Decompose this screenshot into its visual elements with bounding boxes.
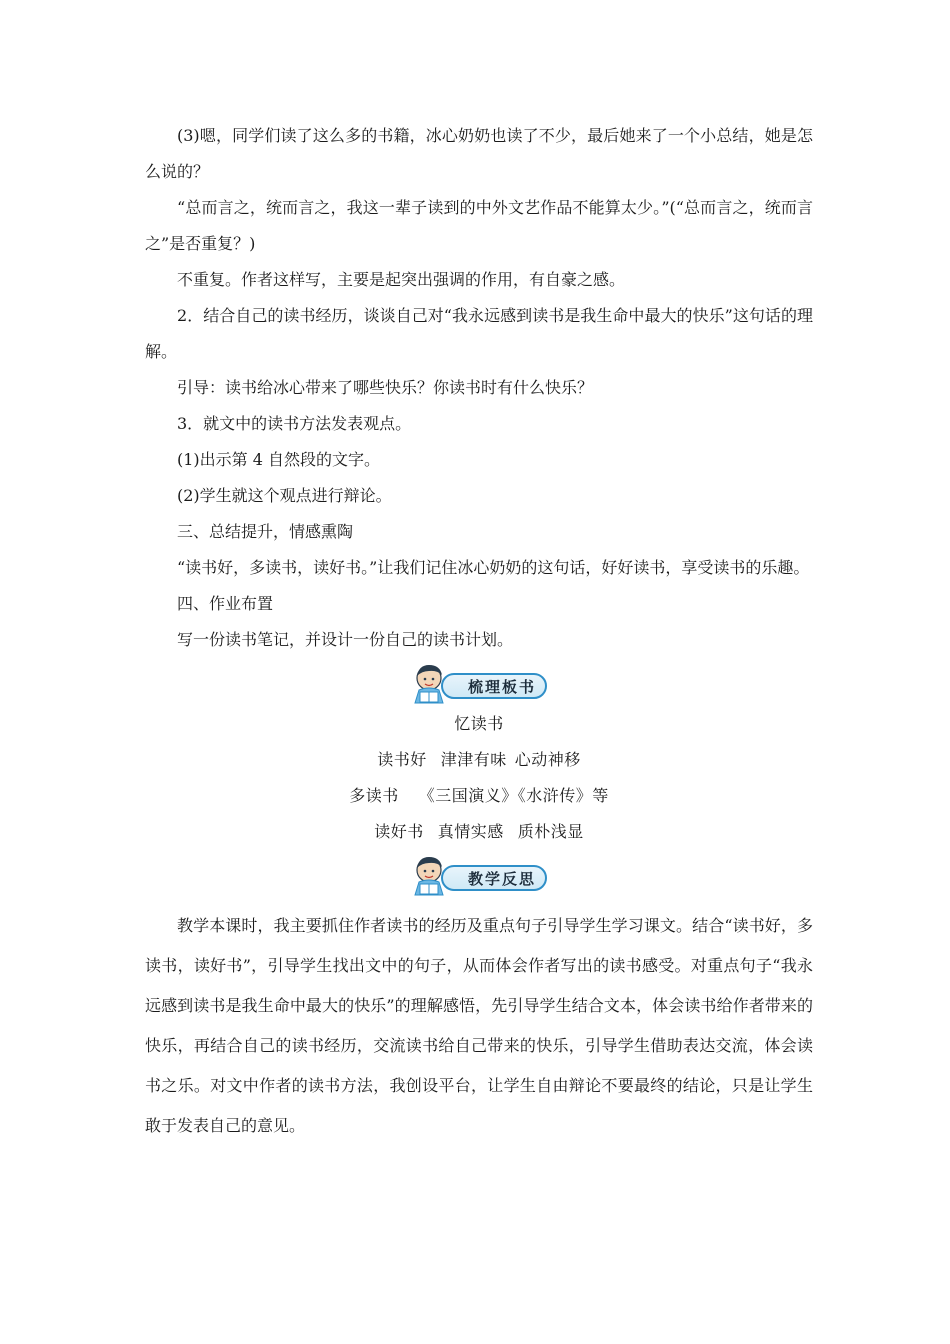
- paragraph-answer: 不重复。作者这样写，主要是起突出强调的作用，有自豪之感。: [177, 270, 626, 289]
- board-row-1-c: 心动神移: [514, 750, 581, 769]
- board-row-3-a: 读好书: [374, 822, 424, 841]
- section-heading-homework: 四、作业布置: [177, 594, 274, 613]
- board-row-2-b: 《三国演义》《水浒传》等: [418, 786, 609, 805]
- board-row-2-a: 多读书: [349, 786, 399, 805]
- board-row-3-c: 质朴浅显: [517, 822, 584, 841]
- board-banner-label: 梳理板书: [441, 673, 547, 699]
- board-row-1-a: 读书好: [377, 750, 427, 769]
- paragraph-homework: 写一份读书笔记，并设计一份自己的读书计划。: [177, 630, 514, 649]
- paragraph-sub-1: (1)出示第 4 自然段的文字。: [177, 450, 381, 469]
- section-heading-summary: 三、总结提升，情感熏陶: [177, 522, 354, 541]
- board-row-3: [145, 814, 813, 850]
- board-row-1: [145, 742, 813, 778]
- reflection-banner-label: 教学反思: [441, 865, 547, 891]
- board-title: 忆读书: [454, 714, 504, 733]
- board-row-1-b: 津津有味: [440, 750, 507, 769]
- paragraph-quote-summary: “总而言之，统而言之，我这一辈子读到的中外文艺作品不能算太少。”(“总而言之，统而言之”是否重复？): [145, 198, 813, 253]
- document-page: [145, 118, 813, 1146]
- board-banner: [145, 660, 813, 706]
- paragraph-q3: (3)嗯，同学们读了这么多的书籍，冰心奶奶也读了不少，最后她来了一个小总结，她是怎么说的？: [145, 126, 813, 181]
- student-reading-icon: [409, 662, 453, 704]
- board-row-2: [145, 778, 813, 814]
- reflection-banner: [145, 852, 813, 898]
- paragraph-sub-2: (2)学生就这个观点进行辩论。: [177, 486, 392, 505]
- paragraph-summary-text: “读书好，多读书，读好书。”让我们记住冰心奶奶的这句话，好好读书，享受读书的乐趣。: [177, 558, 810, 577]
- reflection-text: 教学本课时，我主要抓住作者读书的经历及重点句子引导学生学习课文。结合“读书好，多读书，读好书”，引导学生找出文中的句子，从而体会作者写出的读书感受。对重点句子“我永远感到读书是我生命中最大的快乐”的理解感悟，先引导学生结合文本，体会读书给作者带来的快乐，再结合自己的读书经历，交流读书给自己带来的快乐，引导学生借助表达交流，体会读书之乐。对文中作者的读书方法，我创设平台，让学生自由辩论不要最终的结论，只是让学生敢于发表自己的意见。: [145, 916, 813, 1135]
- paragraph-guide: 引导：读书给冰心带来了哪些快乐？你读书时有什么快乐？: [177, 378, 594, 397]
- board-row-3-b: 真情实感: [437, 822, 504, 841]
- paragraph-item-3: 3．就文中的读书方法发表观点。: [177, 414, 412, 433]
- paragraph-item-2: 2．结合自己的读书经历，谈谈自己对“我永远感到读书是我生命中最大的快乐”这句话的理解。: [145, 306, 813, 361]
- student-reading-icon: [409, 854, 453, 896]
